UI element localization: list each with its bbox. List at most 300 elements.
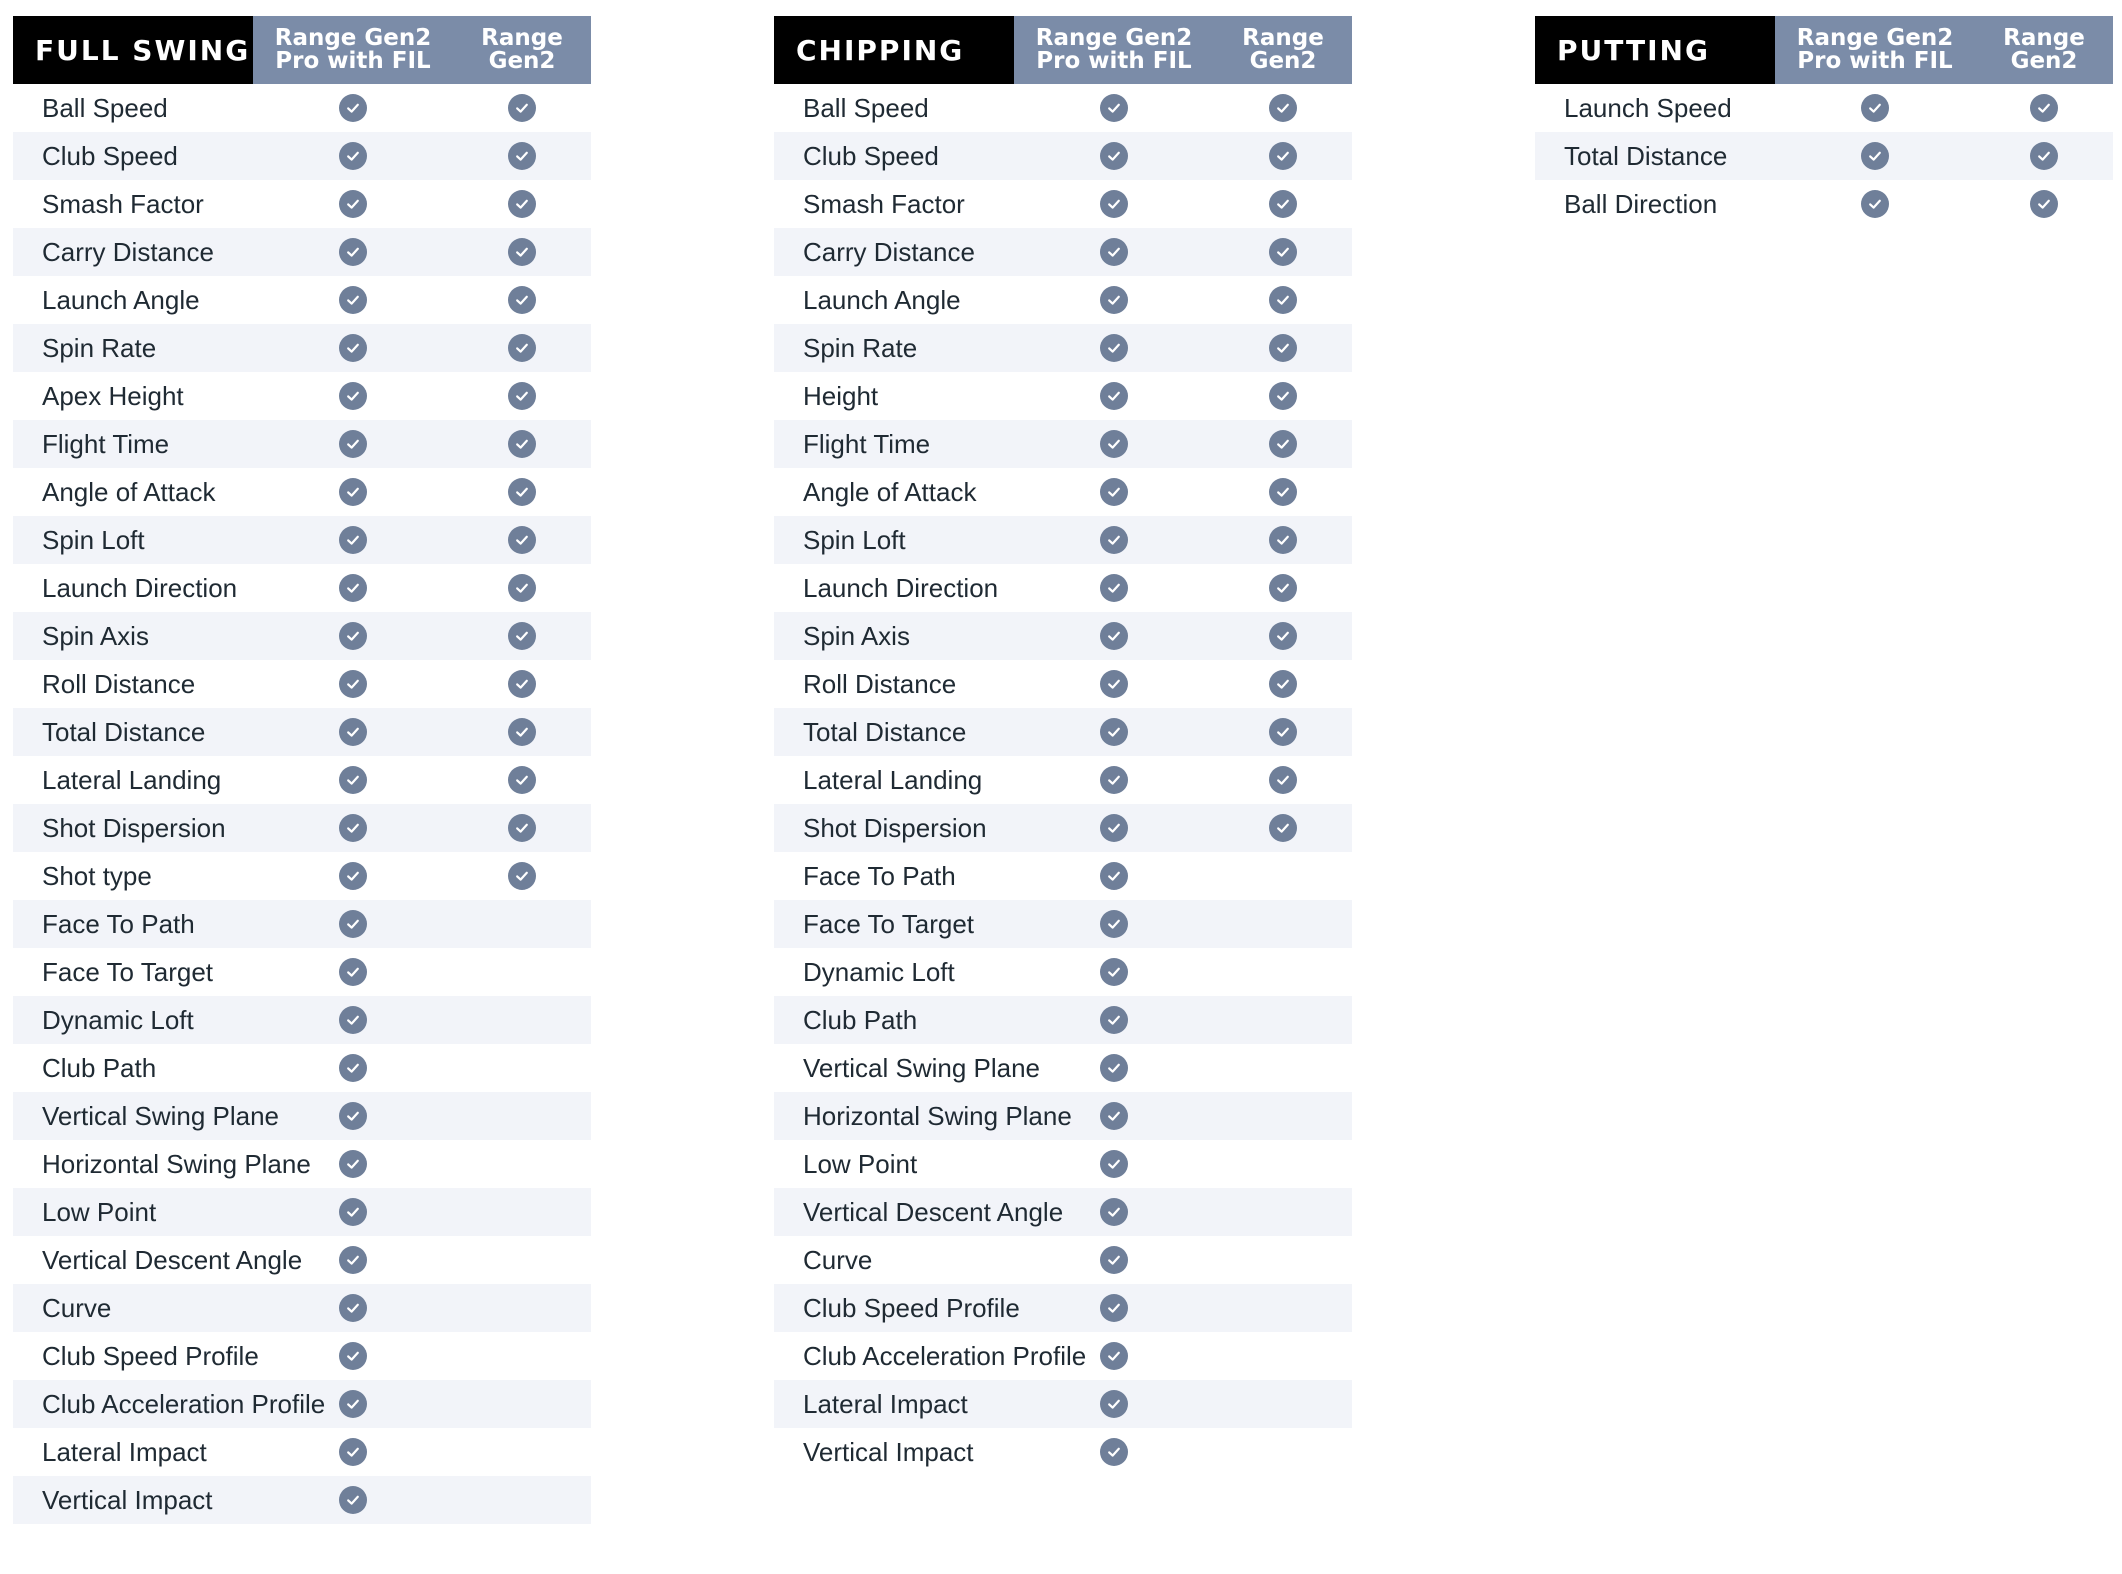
table-row [774,804,1352,852]
check-circle-icon [339,286,367,314]
check-circle-icon [1100,622,1128,650]
table-row [1535,84,2113,132]
range-gen2-cell [453,756,591,804]
check-circle-icon [508,526,536,554]
range-gen2-cell [1214,276,1352,324]
range-gen2-cell [1214,900,1352,948]
metric-label: Lateral Impact [803,1388,968,1419]
range-gen2-pro-cell [1775,84,1975,132]
check-circle-icon [508,286,536,314]
table-title: PUTTING [1535,16,1775,84]
range-gen2-cell [1214,372,1352,420]
range-gen2-pro-cell [1014,948,1214,996]
metric-label: Angle of Attack [42,476,216,507]
range-gen2-cell [453,564,591,612]
check-circle-icon [339,94,367,122]
metric-label: Roll Distance [42,668,196,699]
range-gen2-cell [453,1428,591,1476]
check-circle-icon [1100,1198,1128,1226]
check-circle-icon [339,1150,367,1178]
range-gen2-cell [453,132,591,180]
check-circle-icon [508,478,536,506]
table-row [774,1284,1352,1332]
range-gen2-cell [453,1332,591,1380]
check-circle-icon [508,382,536,410]
range-gen2-pro-cell [1014,468,1214,516]
metric-label: Vertical Impact [803,1436,974,1467]
table-row [774,564,1352,612]
check-circle-icon [1100,430,1128,458]
check-circle-icon [1100,526,1128,554]
range-gen2-pro-cell [253,1332,453,1380]
metric-label: Club Acceleration Profile [42,1388,326,1419]
range-gen2-pro-cell [253,516,453,564]
table-body [13,84,591,1524]
range-gen2-pro-cell [253,804,453,852]
range-gen2-cell [1214,1092,1352,1140]
check-circle-icon [1100,670,1128,698]
table-row [13,1380,591,1428]
metric-label: Shot Dispersion [42,812,226,843]
table-row [13,180,591,228]
check-circle-icon [1100,1294,1128,1322]
range-gen2-pro-cell [253,180,453,228]
table-row [13,708,591,756]
range-gen2-cell [453,804,591,852]
check-circle-icon [1269,574,1297,602]
range-gen2-pro-cell [1014,1380,1214,1428]
metric-label: Roll Distance [803,668,957,699]
range-gen2-cell [453,612,591,660]
range-gen2-cell [1975,84,2113,132]
metric-label: Total Distance [803,716,967,747]
table-row [13,1428,591,1476]
range-gen2-cell [453,84,591,132]
check-circle-icon [508,766,536,794]
table-header [13,16,591,84]
range-gen2-cell [1214,756,1352,804]
table-row [774,1044,1352,1092]
range-gen2-pro-cell [1014,1140,1214,1188]
check-circle-icon [1269,718,1297,746]
check-circle-icon [339,1246,367,1274]
column-header-line: Gen2 [1249,48,1317,74]
check-circle-icon [508,142,536,170]
check-circle-icon [339,1342,367,1370]
range-gen2-pro-cell [253,612,453,660]
check-circle-icon [508,190,536,218]
table-row [774,1140,1352,1188]
metric-label: Face To Target [42,956,214,987]
table-row [13,1332,591,1380]
check-circle-icon [508,862,536,890]
metric-label: Lateral Impact [42,1436,207,1467]
table-row [13,84,591,132]
check-circle-icon [1861,190,1889,218]
check-circle-icon [339,910,367,938]
metric-label: Ball Speed [803,92,929,123]
check-circle-icon [339,574,367,602]
table-row [1535,132,2113,180]
check-circle-icon [1269,814,1297,842]
check-circle-icon [1269,382,1297,410]
range-gen2-cell [1214,84,1352,132]
column-header-range-gen2-pro [253,16,453,84]
check-circle-icon [339,478,367,506]
check-circle-icon [2030,142,2058,170]
column-header-line: Range [1242,25,1324,51]
table-row [1535,180,2113,228]
check-circle-icon [1269,142,1297,170]
check-circle-icon [339,142,367,170]
metric-label: Height [803,380,879,411]
check-circle-icon [1100,1006,1128,1034]
range-gen2-cell [1214,804,1352,852]
metric-label: Club Speed [803,140,939,171]
table-header [774,16,1352,84]
range-gen2-cell [453,180,591,228]
metric-label: Club Path [42,1052,157,1083]
range-gen2-cell [453,852,591,900]
metric-label: Horizontal Swing Plane [803,1100,1072,1131]
metric-label: Curve [42,1292,112,1323]
range-gen2-cell [1214,564,1352,612]
column-header-line: Gen2 [2010,48,2078,74]
check-circle-icon [1100,814,1128,842]
range-gen2-cell [1975,180,2113,228]
table-row [13,1092,591,1140]
check-circle-icon [1269,334,1297,362]
check-circle-icon [339,238,367,266]
range-gen2-cell [453,996,591,1044]
full-swing-table [13,16,591,1524]
table-title: FULL SWING [13,16,253,84]
range-gen2-pro-cell [1014,1236,1214,1284]
range-gen2-pro-cell [1014,1188,1214,1236]
table-row [13,660,591,708]
range-gen2-pro-cell [1014,276,1214,324]
range-gen2-pro-cell [253,1476,453,1524]
table-row [774,516,1352,564]
range-gen2-pro-cell [253,708,453,756]
check-circle-icon [1100,382,1128,410]
metric-label: Apex Height [42,380,184,411]
metric-label: Face To Path [42,908,195,939]
table-row [774,132,1352,180]
table-row [774,324,1352,372]
check-circle-icon [508,718,536,746]
metric-label: Shot type [42,860,152,891]
range-gen2-cell [453,1380,591,1428]
table-row [774,372,1352,420]
check-circle-icon [508,238,536,266]
column-header-line: Gen2 [488,48,556,74]
chipping-table [774,16,1352,1476]
check-circle-icon [1100,1342,1128,1370]
column-header-range-gen2 [1975,16,2113,84]
range-gen2-cell [453,1044,591,1092]
range-gen2-pro-cell [1014,132,1214,180]
range-gen2-pro-cell [253,1284,453,1332]
check-circle-icon [1269,430,1297,458]
range-gen2-cell [1214,1332,1352,1380]
range-gen2-cell [453,420,591,468]
column-header-range-gen2-pro [1014,16,1214,84]
table-row [774,1236,1352,1284]
putting-table [1535,16,2113,228]
check-circle-icon [1100,1438,1128,1466]
range-gen2-cell [453,708,591,756]
check-circle-icon [339,1438,367,1466]
range-gen2-cell [1214,228,1352,276]
check-circle-icon [1100,238,1128,266]
range-gen2-pro-cell [253,564,453,612]
column-header-range-gen2-pro [1775,16,1975,84]
range-gen2-pro-cell [1775,180,1975,228]
range-gen2-cell [1214,708,1352,756]
range-gen2-cell [1214,1284,1352,1332]
metric-label: Vertical Descent Angle [42,1244,303,1275]
range-gen2-cell [1214,180,1352,228]
range-gen2-pro-cell [253,468,453,516]
range-gen2-pro-cell [253,660,453,708]
check-circle-icon [508,574,536,602]
check-circle-icon [1100,574,1128,602]
check-circle-icon [339,430,367,458]
range-gen2-cell [1214,948,1352,996]
table-row [774,276,1352,324]
table-row [774,1188,1352,1236]
column-header-range-gen2 [453,16,591,84]
metric-label: Angle of Attack [803,476,977,507]
table-row [774,660,1352,708]
check-circle-icon [508,670,536,698]
range-gen2-cell [453,900,591,948]
check-circle-icon [339,1198,367,1226]
range-gen2-cell [453,1188,591,1236]
table-body [774,84,1352,1476]
check-circle-icon [1100,1102,1128,1130]
table-row [13,324,591,372]
check-circle-icon [1100,1054,1128,1082]
table-row [13,276,591,324]
metric-label: Horizontal Swing Plane [42,1148,311,1179]
metric-label: Launch Angle [42,284,200,315]
metric-label: Spin Axis [803,620,910,651]
range-gen2-pro-cell [1014,84,1214,132]
range-gen2-cell [1214,1188,1352,1236]
check-circle-icon [1269,238,1297,266]
check-circle-icon [508,430,536,458]
metric-label: Face To Target [803,908,975,939]
check-circle-icon [339,334,367,362]
range-gen2-cell [453,324,591,372]
check-circle-icon [2030,94,2058,122]
table-row [13,516,591,564]
range-gen2-pro-cell [1014,708,1214,756]
metric-label: Total Distance [42,716,206,747]
table-row [774,1092,1352,1140]
metric-label: Smash Factor [42,188,204,219]
metric-label: Vertical Impact [42,1484,213,1515]
table-row [774,612,1352,660]
table-row [13,1284,591,1332]
metric-label: Ball Direction [1564,188,1718,219]
table-row [774,228,1352,276]
metric-label: Face To Path [803,860,956,891]
check-circle-icon [1100,910,1128,938]
check-circle-icon [339,1390,367,1418]
range-gen2-cell [1214,420,1352,468]
table-row [774,852,1352,900]
range-gen2-pro-cell [1014,660,1214,708]
table-row [13,948,591,996]
metric-label: Launch Speed [1564,92,1732,123]
table-row [774,84,1352,132]
metric-label: Ball Speed [42,92,168,123]
range-gen2-pro-cell [1014,324,1214,372]
range-gen2-pro-cell [253,900,453,948]
check-circle-icon [339,382,367,410]
check-circle-icon [1100,190,1128,218]
range-gen2-cell [1214,612,1352,660]
range-gen2-cell [453,228,591,276]
metric-label: Club Path [803,1004,918,1035]
check-circle-icon [1269,670,1297,698]
metric-label: Spin Axis [42,620,149,651]
range-gen2-pro-cell [1014,900,1214,948]
range-gen2-pro-cell [1014,564,1214,612]
range-gen2-cell [1214,468,1352,516]
metric-label: Low Point [42,1196,157,1227]
table-row [13,1044,591,1092]
range-gen2-pro-cell [253,1092,453,1140]
check-circle-icon [339,526,367,554]
table-title: CHIPPING [774,16,1014,84]
metric-label: Shot Dispersion [803,812,987,843]
check-circle-icon [339,1006,367,1034]
range-gen2-cell [1214,324,1352,372]
check-circle-icon [339,814,367,842]
metric-label: Spin Rate [42,332,157,363]
check-circle-icon [1100,1246,1128,1274]
column-header-line: Range [2003,25,2085,51]
metric-label: Club Speed [42,140,178,171]
metric-label: Total Distance [1564,140,1728,171]
check-circle-icon [1269,94,1297,122]
check-circle-icon [508,814,536,842]
range-gen2-cell [453,1284,591,1332]
metric-label: Spin Loft [803,524,906,555]
check-circle-icon [1100,718,1128,746]
range-gen2-pro-cell [1014,852,1214,900]
range-gen2-pro-cell [253,1236,453,1284]
range-gen2-cell [1214,1044,1352,1092]
table-row [774,948,1352,996]
range-gen2-pro-cell [1014,516,1214,564]
table-row [774,756,1352,804]
range-gen2-cell [453,372,591,420]
check-circle-icon [1269,526,1297,554]
check-circle-icon [339,622,367,650]
table-row [774,420,1352,468]
metric-label: Spin Rate [803,332,918,363]
check-circle-icon [2030,190,2058,218]
column-header-line: Range Gen2 [274,25,432,51]
range-gen2-pro-cell [1014,180,1214,228]
range-gen2-pro-cell [253,1044,453,1092]
range-gen2-cell [453,660,591,708]
table-row [774,900,1352,948]
range-gen2-cell [453,1092,591,1140]
check-circle-icon [339,1294,367,1322]
range-gen2-pro-cell [253,132,453,180]
metric-label: Curve [803,1244,873,1275]
range-gen2-pro-cell [1014,228,1214,276]
table-body [1535,84,2113,228]
metric-label: Launch Angle [803,284,961,315]
metric-label: Spin Loft [42,524,145,555]
table-row [13,1188,591,1236]
table-row [774,708,1352,756]
range-gen2-pro-cell [1775,132,1975,180]
metric-label: Carry Distance [803,236,975,267]
table-header [1535,16,2113,84]
check-circle-icon [1269,622,1297,650]
column-header-range-gen2 [1214,16,1352,84]
metric-label: Lateral Landing [803,764,983,795]
check-circle-icon [508,622,536,650]
range-gen2-pro-cell [253,948,453,996]
range-gen2-pro-cell [1014,1284,1214,1332]
check-circle-icon [508,94,536,122]
range-gen2-cell [1214,516,1352,564]
column-header-line: Pro with FIL [1797,48,1953,74]
column-header-line: Pro with FIL [1036,48,1192,74]
check-circle-icon [1100,766,1128,794]
range-gen2-pro-cell [253,324,453,372]
table-row [13,1236,591,1284]
table-row [13,564,591,612]
check-circle-icon [1100,94,1128,122]
table-row [13,900,591,948]
range-gen2-cell [1214,132,1352,180]
metric-label: Flight Time [42,428,170,459]
range-gen2-cell [1214,1236,1352,1284]
table-row [774,180,1352,228]
range-gen2-pro-cell [253,372,453,420]
metric-label: Launch Direction [42,572,238,603]
table-row [13,996,591,1044]
range-gen2-pro-cell [1014,612,1214,660]
range-gen2-pro-cell [1014,1092,1214,1140]
metric-label: Launch Direction [803,572,999,603]
check-circle-icon [339,1102,367,1130]
check-circle-icon [339,718,367,746]
check-circle-icon [1100,334,1128,362]
metric-label: Low Point [803,1148,918,1179]
range-gen2-pro-cell [1014,420,1214,468]
range-gen2-cell [453,516,591,564]
range-gen2-pro-cell [253,276,453,324]
table-row [13,468,591,516]
column-header-line: Range [481,25,563,51]
check-circle-icon [1269,286,1297,314]
metric-label: Dynamic Loft [803,956,955,987]
range-gen2-cell [453,276,591,324]
metric-label: Club Speed Profile [42,1340,259,1371]
check-circle-icon [339,190,367,218]
